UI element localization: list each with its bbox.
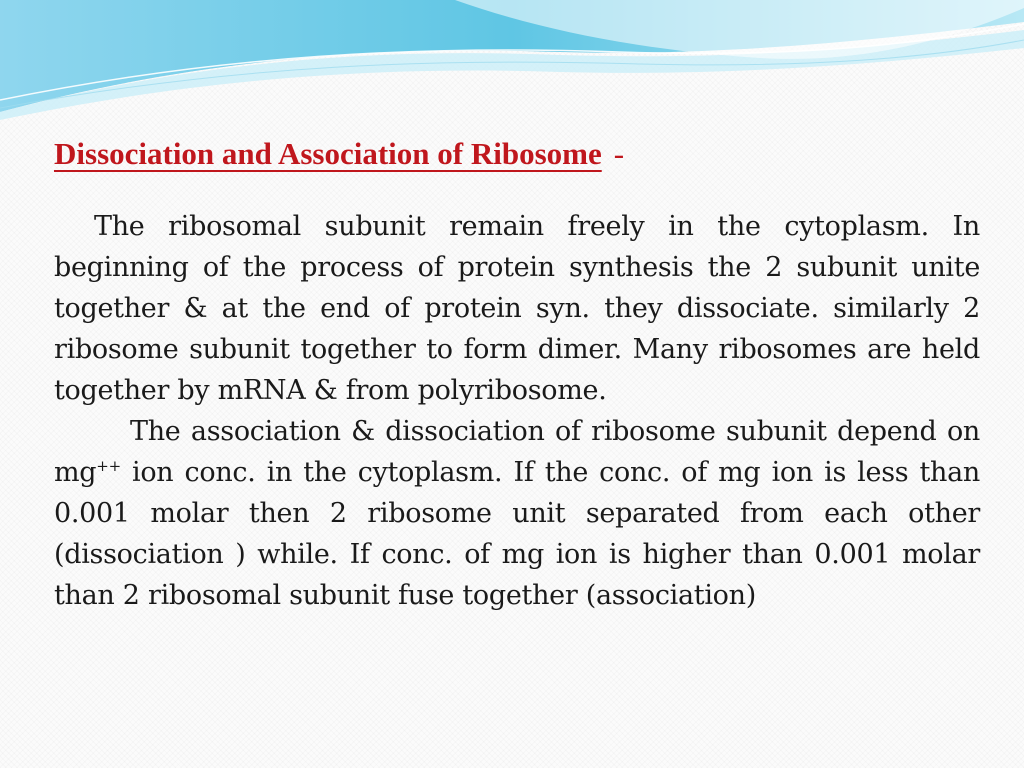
title-line (54, 128, 980, 180)
mg-charge-superscript: ++ (96, 457, 121, 475)
paragraph-2-start: The association & dissociation of ribosome subunit depend on mg (54, 416, 980, 488)
paragraph-2-rest: ion conc. in the cytoplasm. If the conc. of mg ion is less than 0.001 molar then 2 ribosome unit separated from each other (dissociation ) while. If conc. of mg ion is higher than 0.001 molar than 2 ribosomal subunit fuse together (association) (54, 457, 980, 611)
header-wave-decoration (0, 0, 1024, 120)
slide-title: Dissociation and Association of Ribosome (54, 136, 602, 171)
body-text (54, 206, 980, 616)
title-dash: - (613, 136, 625, 171)
slide-content (54, 128, 980, 616)
paragraph-1: The ribosomal subunit remain freely in the cytoplasm. In beginning of the process of protein synthesis the 2 subunit unite together & at the end of protein syn. they dissociate. similarly 2 ribosome subunit together to form dimer. Many ribosomes are held together by mRNA & from polyribosome. (54, 211, 980, 406)
